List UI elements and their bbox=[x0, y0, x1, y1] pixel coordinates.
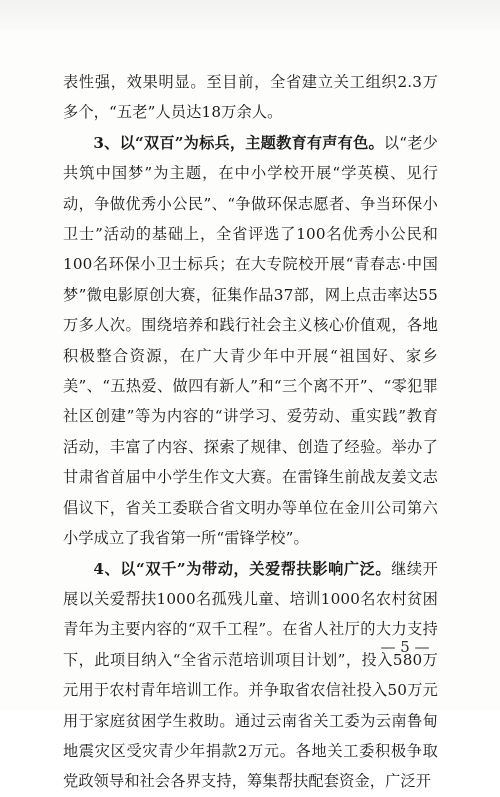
section-heading: 3、以“双百”为标兵，主题教育有声有色。 bbox=[93, 133, 384, 152]
paragraph-text: 表性强，效果明显。至目前，全省建立关工组织2.3万多个，“五老”人员达18万余人。 bbox=[63, 73, 438, 122]
scan-top-edge bbox=[0, 0, 500, 30]
page-number: — 5 — bbox=[380, 638, 430, 656]
section-heading: 4、以“双千”为带动，关爱帮扶影响广泛。 bbox=[93, 559, 392, 578]
body-text bbox=[63, 67, 438, 797]
paragraph-section-3 bbox=[63, 128, 438, 554]
paragraph-continuation bbox=[63, 67, 438, 128]
paragraph-text: 继续开展以关爱帮扶1000名孤残儿童、培训1000名农村贫困青年为主要内容的“双千工程”。在省人社厅的大力支持下，此项目纳入“全省示范培训项目计划”，投入580万元用于农村青年培训工作。并争取省农信社投入50万元用于家庭贫困学生救助。通过云南省关工委为云南鲁甸地震灾区受灾青少年捐款2万元。各地关工委积极争取党政领导和社会各界支持，筹集帮扶配套资金，广泛开 bbox=[63, 559, 439, 791]
paragraph-section-4 bbox=[63, 554, 438, 797]
paragraph-text: 以“老少共筑中国梦”为主题，在中小学校开展“学英模、见行动，争做优秀小公民”、“争做环保志愿者、争当环保小卫士”活动的基础上，全省评选了100名优秀小公民和100名环保小卫士标兵；在大专院校开展“青春志·中国梦”微电影原创大赛，征集作品37部，网上点击率达55万多人次。围绕培养和践行社会主义核心价值观，各地积极整合资源，在广大青少年中开展“祖国好、家乡美”、“五热爱、做四有新人”和“三个离不开”、“零犯罪社区创建”等为内容的“讲学习、爱劳动、重实践”教育活动，丰富了内容、探索了规律、创造了经验。举办了甘肃省首届中小学生作文大赛。在雷锋生前战友姜文志倡议下，省关工委联合省文明办等单位在金川公司第六小学成立了我省第一所“雷锋学校”。 bbox=[63, 133, 438, 548]
